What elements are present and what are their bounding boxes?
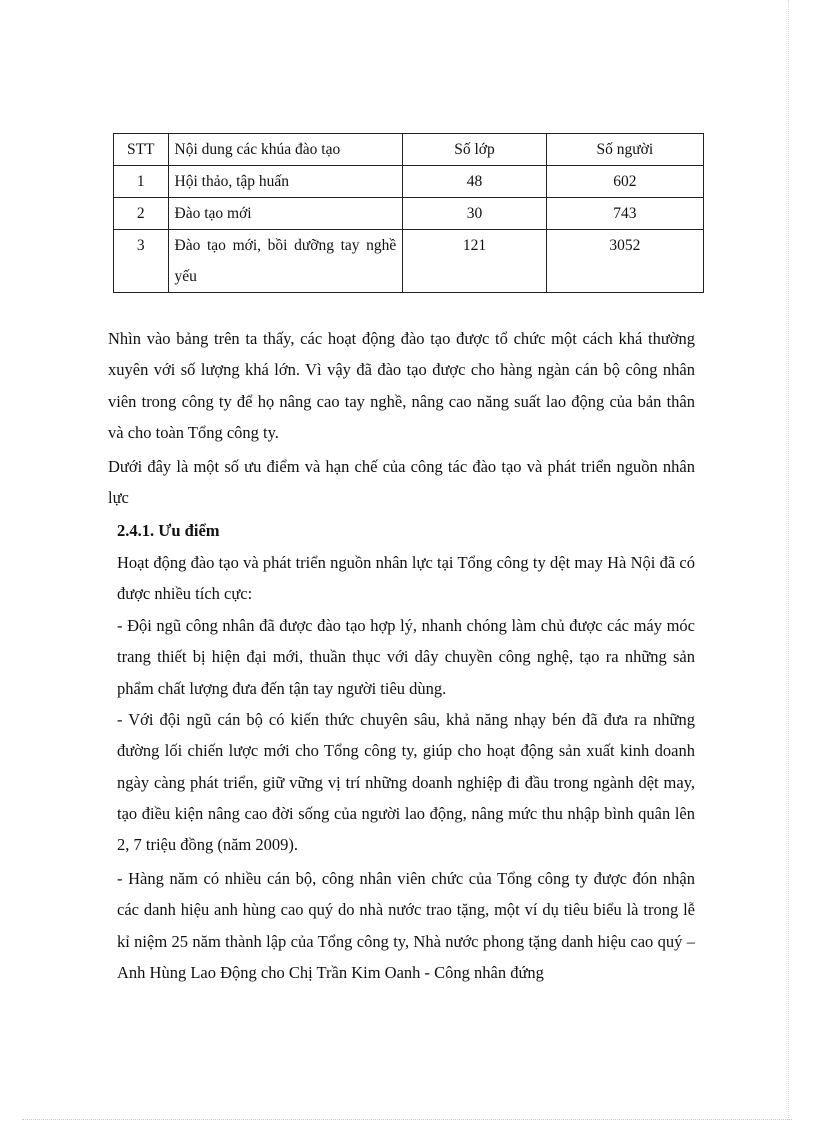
section-heading-advantages: 2.4.1. Ưu điểm	[117, 521, 220, 540]
table-header-row	[114, 134, 704, 166]
table-row	[114, 198, 704, 230]
paragraph-advantages-intro: Hoạt động đào tạo và phát triển nguồn nhân lực tại Tổng công ty dệt may Hà Nội đã có được nhiều tích cực:	[117, 553, 695, 604]
cell-stt: 2	[114, 198, 169, 230]
header-people: Số người	[546, 134, 703, 166]
page-bottom-guide	[22, 1119, 792, 1120]
cell-content: Đào tạo mới	[168, 198, 403, 230]
cell-content: Đào tạo mới, bồi dưỡng tay nghề yếu	[168, 230, 403, 293]
header-classes: Số lớp	[403, 134, 546, 166]
cell-classes: 48	[403, 166, 546, 198]
page-margin-guide	[788, 0, 789, 1120]
bullet-management-strategy: - Với đội ngũ cán bộ có kiến thức chuyên sâu, khả năng nhạy bén đã đưa ra những đường lối chiến lược mới cho Tổng công ty, giúp cho hoạt động sản xuất kinh doanh ngày càng phát triển, giữ vững vị trí những doanh nghiệp đi đầu trong ngành dệt may, tạo điều kiện nâng cao đời sống của người lao động, nâng mức thu nhập bình quân lên 2, 7 triệu đồng (năm 2009).	[117, 710, 695, 855]
training-table	[113, 133, 704, 293]
cell-content: Hội thảo, tập huấn	[168, 166, 403, 198]
table-row	[114, 166, 704, 198]
cell-classes: 30	[403, 198, 546, 230]
cell-stt: 1	[114, 166, 169, 198]
paragraph-table-summary: Nhìn vào bảng trên ta thấy, các hoạt động đào tạo được tổ chức một cách khá thường xuyên với số lượng khá lớn. Vì vậy đã đào tạo được cho hàng ngàn cán bộ công nhân viên trong công ty để họ nâng cao tay nghề, nâng cao năng suất lao động của bản thân và cho toàn Tổng công ty.	[108, 329, 695, 442]
cell-people: 602	[546, 166, 703, 198]
paragraph-intro-pros-cons: Dưới đây là một số ưu điểm và hạn chế của công tác đào tạo và phát triển nguồn nhân lực	[108, 457, 695, 508]
header-content: Nội dung các khúa đào tạo	[168, 134, 403, 166]
cell-classes: 121	[403, 230, 546, 293]
bullet-annual-awards: - Hàng năm có nhiều cán bộ, công nhân viên chức của Tổng công ty được đón nhận các danh hiệu anh hùng cao quý do nhà nước trao tặng, một ví dụ tiêu biểu là trong lễ kỉ niệm 25 năm thành lập của Tổng công ty, Nhà nước phong tặng danh hiệu cao quý – Anh Hùng Lao Động cho Chị Trần Kim Oanh - Công nhân đứng	[117, 869, 695, 982]
header-stt: STT	[114, 134, 169, 166]
table-row	[114, 230, 704, 293]
bullet-workforce-trained: - Đội ngũ công nhân đã được đào tạo hợp lý, nhanh chóng làm chủ được các máy móc trang thiết bị hiện đại mới, thuần thục với dây chuyền công nghệ, tạo ra những sản phẩm chất lượng đưa đến tận tay người tiêu dùng.	[117, 616, 695, 698]
cell-people: 743	[546, 198, 703, 230]
cell-stt: 3	[114, 230, 169, 293]
cell-people: 3052	[546, 230, 703, 293]
